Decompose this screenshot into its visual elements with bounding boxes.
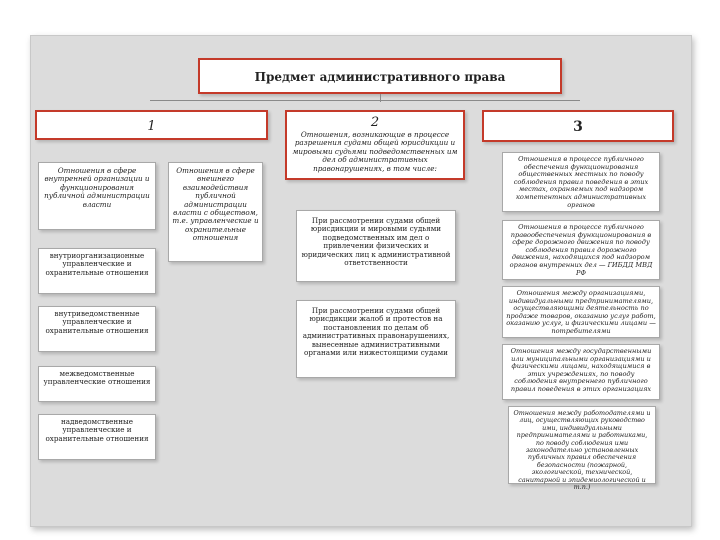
c1-item-5: надведомственные управленческие и охранительные отношения [38,414,156,460]
c3-item-3: Отношения между организациями, индивидуальными предпринимателями, осуществляющими деятельность по продаже товаров, оказанию услуг работ, оказанию услуг, и физическими лицами — потребителями [502,286,660,338]
c3-item-5: Отношения между работодателями и лиц, осуществляющих руководство ими, индивидуальными предпринимателями и работниками, по поводу соблюдения ими законодательно установленных публичных правил обеспечения безопасности (пожарной, экологической, технической, санитарной и эпидемиологической и т.п.) [508,406,656,484]
c3-item-2: Отношения в процессе публичного правообеспечения функционирования в сфере дорожного движения по поводу соблюдения правил дорожного движения, находящихся под надзором органов внутренних дел — ГИБДД МВД РФ [502,220,660,280]
diagram-title [198,58,562,94]
c2-item-1: При рассмотрении судами общей юрисдикции и мировыми судьями подведомственных им дел о привлечении физических и юридических лиц к административной ответственности [296,210,456,282]
column-3-header [482,110,674,142]
c3-item-4: Отношения между государственными или муниципальными организациями и физическими лицами, находящимися в этих учреждениях, по поводу соблюдения внутреннего публичного правил поведения в этих организациях [502,344,660,400]
connector-title [380,94,381,102]
c1-item-4: межведомственные управленческие отношения [38,366,156,402]
c1-item-2: внутриорганизационные управленческие и охранительные отношения [38,248,156,294]
c1-item-3: внутриведомственные управленческие и охранительные отношения [38,306,156,352]
connector-top [150,100,580,101]
column-1-header [35,110,268,140]
c2-item-2: При рассмотрении судами общей юрисдикции жалоб и протестов на постановления по делам об административных правонарушениях, вынесенные административными органами или нижестоящими судами [296,300,456,378]
column-1-number: 1 [147,119,156,134]
c1-right-item: Отношения в сфере внешнего взаимодействия публичной администрации власти с обществом, т.е. управленческие и охранительные отношения [168,162,263,262]
c3-item-1: Отношения в процессе публичного обеспечения функционирования общественных местных по поводу соблюдения правил поведения в этих местах, охраняемых под надзором компетентных административных органов [502,152,660,212]
column-2-number: 2 [370,115,380,130]
c1-item-1: Отношения в сфере внутренней организации и функционирования публичной администрации власти [38,162,156,230]
column-3-number: 3 [573,119,583,135]
column-2-heading: Отношения, возникающие в процессе разрешения судами общей юрисдикции и мировыми судьями подведомственных им дел об административных правонарушениях, в том числе: [292,130,458,173]
diagram-title-text: Предмет административного права [254,70,506,84]
column-2-header [285,110,465,180]
